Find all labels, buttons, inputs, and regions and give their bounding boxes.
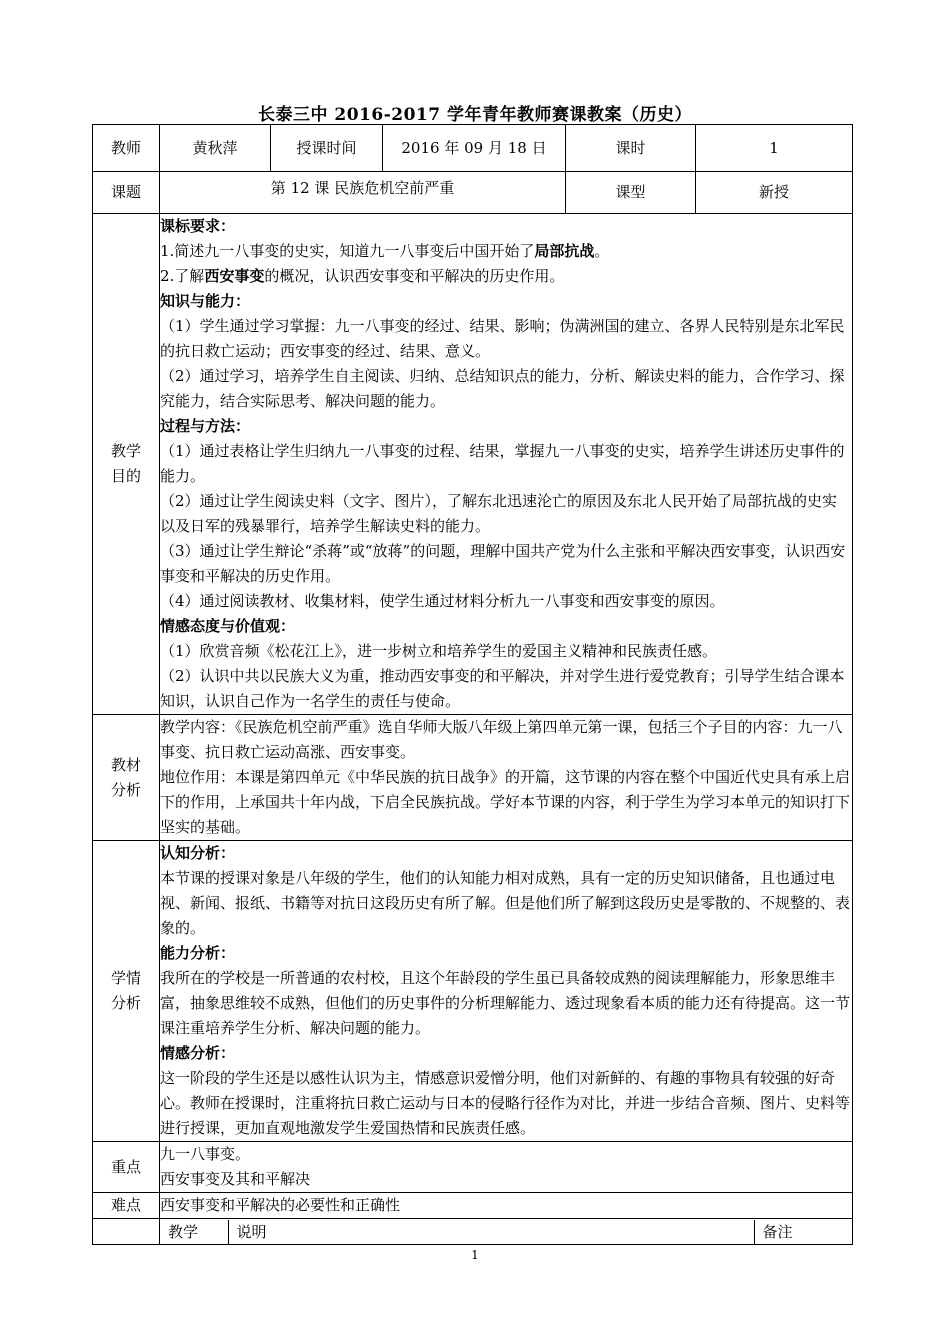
material-content-p1: 教学内容：《民族危机空前严重》选自华师大版八年级上第四单元第一课，包括三个子目的内容：九一八事变、抗日救亡运动高涨、西安事变。 — [160, 718, 843, 761]
period-value: 1 — [696, 125, 853, 172]
students-emotion-text: 这一阶段的学生还是以感性认识为主，情感意识爱憎分明，他们对新鲜的、有趣的事物具有较强的好奇心。教师在授课时，注重将抗日救亡运动与日本的侵略行径作为对比，并进一步结合音频、图片、史料等进行授课，更加直观地激发学生爱国热情和民族责任感。 — [160, 1069, 851, 1137]
objectives-method-1: （1）通过表格让学生归纳九一八事变的过程、结果，掌握九一八事变的史实，培养学生讲述历史事件的能力。 — [160, 442, 845, 485]
objectives-method-2: （2）通过让学生阅读史料（文字、图片），了解东北迅速沦亡的原因及东北人民开始了局部抗战的史实以及日军的残暴罪行，培养学生解读史料的能力。 — [160, 492, 838, 535]
topic-value: 第 12 课 民族危机空前严重 — [160, 172, 566, 214]
objectives-knowledge-2: （2）通过学习，培养学生自主阅读、归纳、总结知识点的能力，分析、解读史料的能力，合作学习、探究能力，结合实际思考、解决问题的能力。 — [160, 367, 845, 410]
objectives-req-1: 1.简述九一八事变的史实，知道九一八事变后中国开始了局部抗战。 — [160, 242, 610, 260]
objectives-heading-knowledge: 知识与能力： — [160, 292, 251, 310]
difficult-content: 西安事变和平解决的必要性和正确性 — [160, 1193, 853, 1219]
students-ability-text: 我所在的学校是一所普通的农村校，且这个年龄段的学生虽已具备较成熟的阅读理解能力，形象思维丰富，抽象思维较不成熟，但他们的历史事件的分析理解能力、透过现象看本质的能力还有待提高。这一节课注重培养学生分析、解决问题的能力。 — [160, 969, 851, 1037]
type-label: 课型 — [566, 172, 696, 214]
students-heading-cognition: 认知分析： — [160, 844, 236, 862]
process-header-notes: 说明 — [228, 1220, 754, 1244]
period-label: 课时 — [566, 125, 696, 172]
topic-label: 课题 — [93, 172, 160, 214]
process-header-teaching: 教学 — [160, 1220, 228, 1244]
teacher-name: 黄秋萍 — [160, 125, 271, 172]
students-heading-ability: 能力分析： — [160, 944, 236, 962]
lesson-plan-table — [92, 124, 853, 1245]
teacher-label: 教师 — [93, 125, 160, 172]
material-position-p2: 地位作用：本课是第四单元《中华民族的抗日战争》的开篇，这节课的内容在整个中国近代史具有承上启下的作用，上承国共十年内战，下启全民族抗战。学好本节课的内容，利于学生为学习本单元的知识打下坚实的基础。 — [160, 768, 851, 836]
objectives-method-4: （4）通过阅读教材、收集材料，使学生通过材料分析九一八事变和西安事变的原因。 — [160, 592, 725, 610]
students-cognition-text: 本节课的授课对象是八年级的学生，他们的认知能力相对成熟，具有一定的历史知识储备，且也通过电视、新闻、报纸、书籍等对抗日这段历史有所了解。但是他们所了解到这段历史是零散的、不规整的、表象的。 — [160, 869, 851, 937]
time-label: 授课时间 — [271, 125, 383, 172]
students-heading-emotion: 情感分析： — [160, 1044, 236, 1062]
objectives-label: 教学 目的 — [93, 214, 160, 715]
key-point-2: 西安事变及其和平解决 — [160, 1170, 311, 1188]
objectives-emotion-2: （2）认识中共以民族大义为重，推动西安事变的和平解决，并对学生进行爱党教育；引导学生结合课本知识，认识自己作为一名学生的责任与使命。 — [160, 667, 845, 710]
material-label: 教材 分析 — [93, 715, 160, 841]
objectives-emotion-1: （1）欣赏音频《松花江上》，进一步树立和培养学生的爱国主义精神和民族责任感。 — [160, 642, 718, 660]
objectives-heading-standard: 课标要求： — [160, 217, 236, 235]
objectives-heading-process: 过程与方法： — [160, 417, 251, 435]
students-label: 学情 分析 — [93, 841, 160, 1142]
material-content — [160, 715, 853, 841]
page-number: 1 — [471, 1248, 479, 1262]
objectives-heading-emotion: 情感态度与价值观： — [160, 617, 296, 635]
type-value: 新授 — [696, 172, 853, 214]
process-blank-cell — [93, 1219, 160, 1245]
key-point-1: 九一八事变。 — [160, 1145, 251, 1163]
key-points-label: 重点 — [93, 1142, 160, 1193]
key-points-content — [160, 1142, 853, 1193]
objectives-method-3: （3）通过让学生辩论“杀蒋”或“放蒋”的问题，理解中国共产党为什么主张和平解决西安事变，认识西安事变和平解决的历史作用。 — [160, 542, 846, 585]
objectives-content — [160, 214, 853, 715]
time-value: 2016 年 09 月 18 日 — [383, 125, 566, 172]
objectives-knowledge-1: （1）学生通过学习掌握：九一八事变的经过、结果、影响；伪满洲国的建立、各界人民特别是东北军民的抗日救亡运动；西安事变的经过、结果、意义。 — [160, 317, 845, 360]
students-content — [160, 841, 853, 1142]
process-header-remarks: 备注 — [762, 1222, 793, 1241]
process-header-row — [160, 1219, 853, 1245]
difficult-label: 难点 — [93, 1193, 160, 1219]
document-title: 长泰三中 2016-2017 学年青年教师赛课教案（历史） — [257, 105, 693, 125]
objectives-req-2: 2.了解西安事变的概况，认识西安事变和平解决的历史作用。 — [160, 267, 565, 285]
